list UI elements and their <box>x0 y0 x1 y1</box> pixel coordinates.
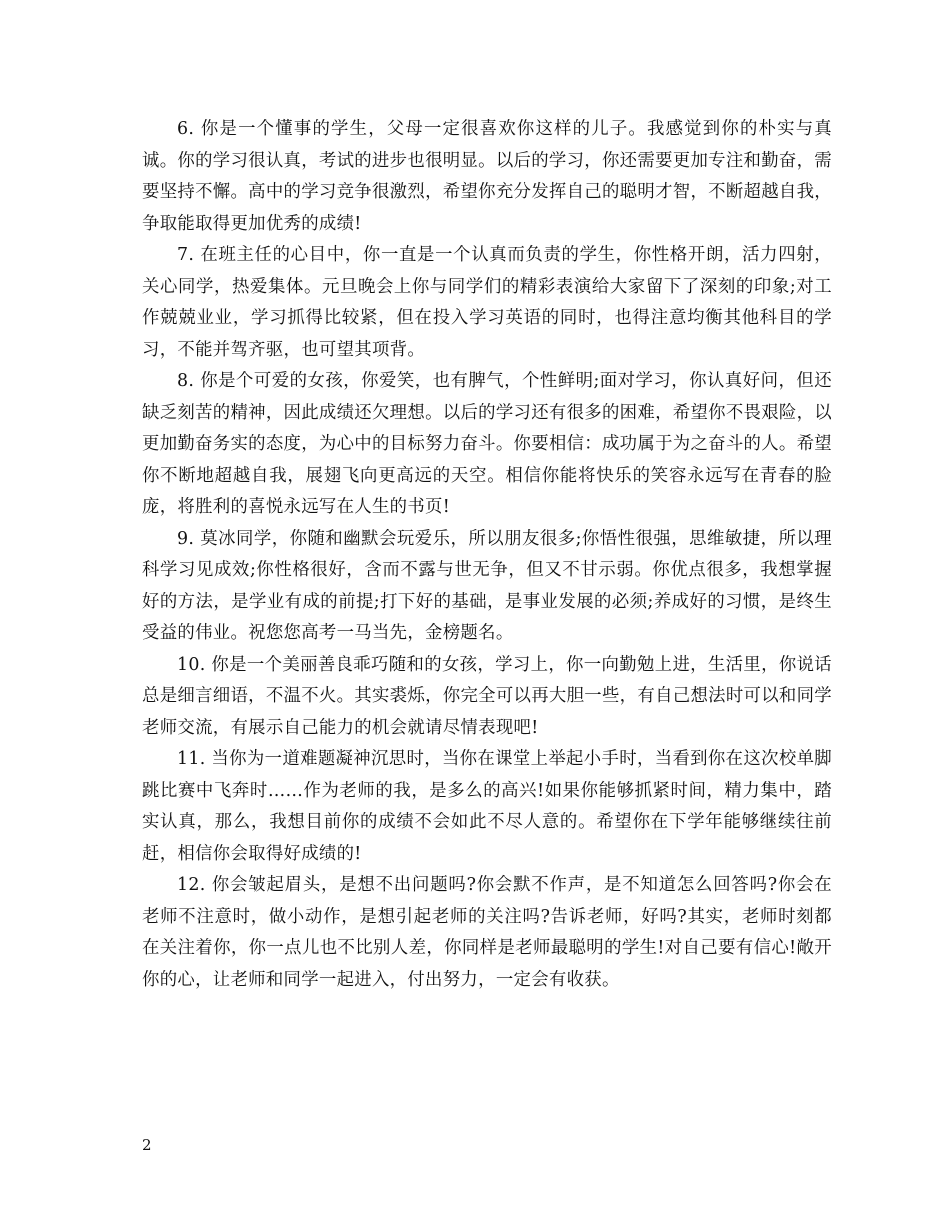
comment-paragraph-10: 10. 你是一个美丽善良乖巧随和的女孩，学习上，你一向勤勉上进，生活里，你说话总是细言细语，不温不火。其实裘烁，你完全可以再大胆一些，有自己想法时可以和同学老师交流，有展示自己能力的机会就请尽情表现吧! <box>142 654 832 738</box>
page-number: 2 <box>142 1136 152 1154</box>
comment-paragraph-11: 11. 当你为一道难题凝神沉思时，当你在课堂上举起小手时，当看到你在这次校单脚跳比赛中飞奔时……作为老师的我，是多么的高兴!如果你能够抓紧时间，精力集中，踏实认真，那么，我想目前你的成绩不会如此不尽人意的。希望你在下学年能够继续往前赶，相信你会取得好成绩的! <box>142 749 832 864</box>
comment-paragraph-6: 6. 你是一个懂事的学生，父母一定很喜欢你这样的儿子。我感觉到你的朴实与真诚。你的学习很认真，考试的进步也很明显。以后的学习，你还需要更加专注和勤奋，需要坚持不懈。高中的学习竞争很激烈，希望你充分发挥自己的聪明才智，不断超越自我，争取能取得更加优秀的成绩! <box>142 119 832 234</box>
comment-paragraph-9: 9. 莫冰同学，你随和幽默会玩爱乐，所以朋友很多;你悟性很强，思维敏捷，所以理科学习见成效;你性格很好，含而不露与世无争，但又不甘示弱。你优点很多，我想掌握好的方法，是学业有成的前提;打下好的基础，是事业发展的必须;养成好的习惯，是终生受益的伟业。祝您您高考一马当先，金榜题名。 <box>142 528 832 643</box>
document-body <box>142 114 832 996</box>
comment-paragraph-8: 8. 你是个可爱的女孩，你爱笑，也有脾气，个性鲜明;面对学习，你认真好问，但还缺乏刻苦的精神，因此成绩还欠理想。以后的学习还有很多的困难，希望你不畏艰险，以更加勤奋务实的态度，为心中的目标努力奋斗。你要相信：成功属于为之奋斗的人。希望你不断地超越自我，展翅飞向更高远的天空。相信你能将快乐的笑容永远写在青春的脸庞，将胜利的喜悦永远写在人生的书页! <box>142 371 832 517</box>
comment-paragraph-7: 7. 在班主任的心目中，你一直是一个认真而负责的学生，你性格开朗，活力四射，关心同学，热爱集体。元旦晚会上你与同学们的精彩表演给大家留下了深刻的印象;对工作兢兢业业，学习抓得比较紧，但在投入学习英语的同时，也得注意均衡其他科目的学习，不能并驾齐驱，也可望其项背。 <box>142 245 832 360</box>
comment-paragraph-12: 12. 你会皱起眉头，是想不出问题吗?你会默不作声，是不知道怎么回答吗?你会在老师不注意时，做小动作，是想引起老师的关注吗?告诉老师，好吗?其实，老师时刻都在关注着你，你一点儿也不比别人差，你同样是老师最聪明的学生!对自己要有信心!敞开你的心，让老师和同学一起进入，付出努力，一定会有收获。 <box>142 875 832 990</box>
